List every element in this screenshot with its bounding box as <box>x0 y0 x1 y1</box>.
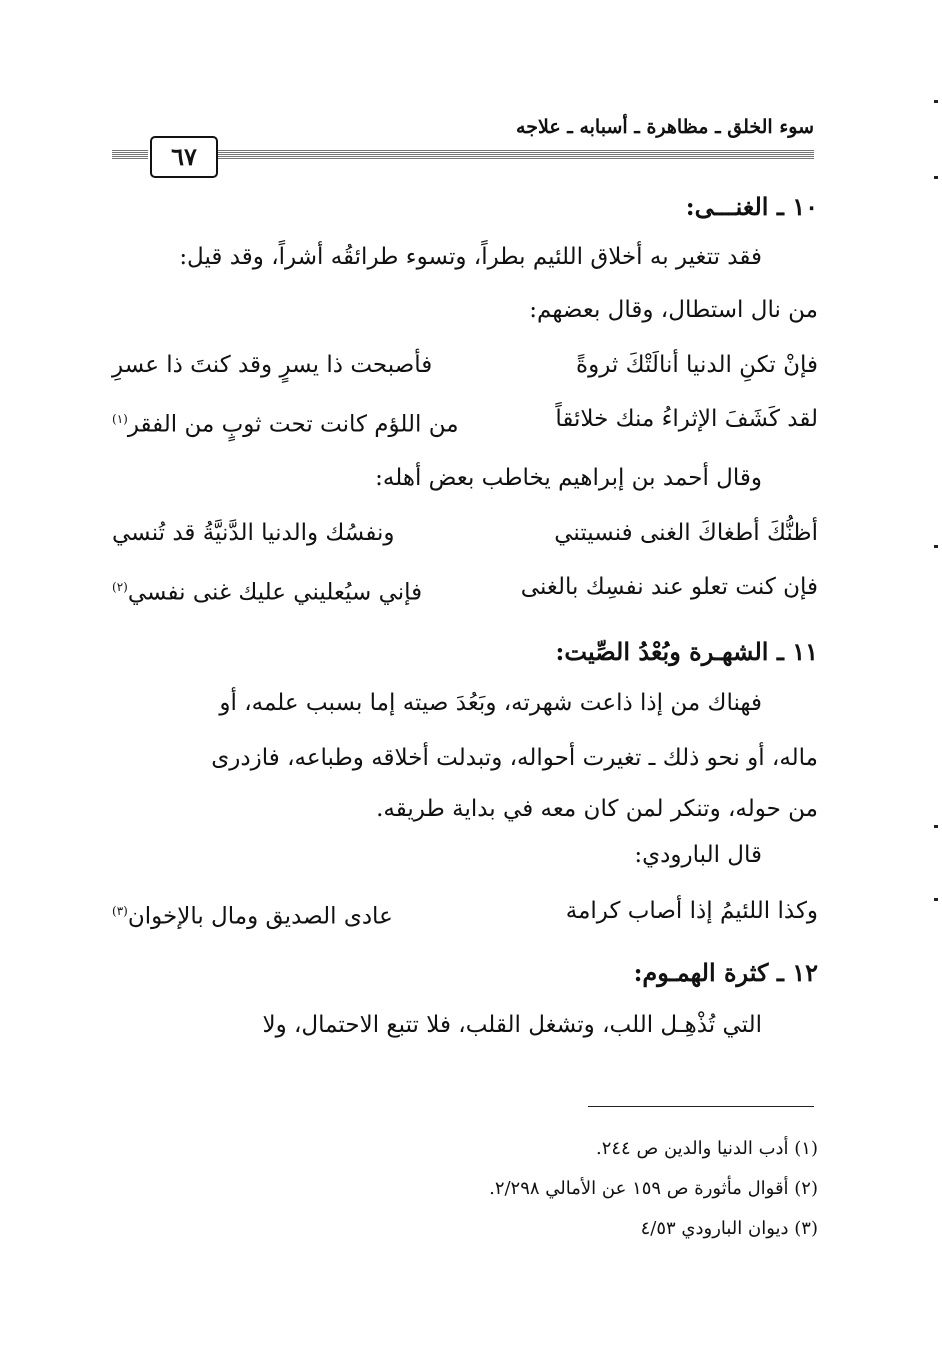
footnote-3: (٣) ديوان البارودي ٤/٥٣ <box>640 1218 818 1239</box>
paragraph-line: من حوله، وتنكر لمن كان معه في بداية طريقه. <box>376 796 818 822</box>
verse-3-first-hemistich: أظنُّكَ أطغاكَ الغنى فنسيتني <box>554 520 818 546</box>
footnote-ref-2: (٢) <box>112 580 128 594</box>
footnote-2: (٢) أقوال مأثورة ص ١٥٩ عن الأمالي ٢/٢٩٨. <box>489 1178 818 1199</box>
verse-2-second-hemistich <box>112 404 459 440</box>
verse-4-second-hemistich <box>112 572 422 608</box>
footnote-ref-3: (٣) <box>112 904 128 918</box>
paragraph-line: قال البارودي: <box>634 842 762 868</box>
verse-2-text: من اللؤم كانت تحت ثوبٍ من الفقر <box>127 411 459 438</box>
page-number: ٦٧ <box>150 136 218 178</box>
paragraph-line: وقال أحمد بن إبراهيم يخاطب بعض أهله: <box>375 465 762 491</box>
verse-5-text: عادى الصديق ومال بالإخوان <box>127 903 393 930</box>
paragraph-line: فهناك من إذا ذاعت شهرته، وبَعُدَ صيته إما بسبب علمه، أو <box>219 690 762 716</box>
footnote-separator <box>588 1106 814 1107</box>
footnote-1: (١) أدب الدنيا والدين ص ٢٤٤. <box>595 1138 818 1159</box>
verse-5-second-hemistich <box>112 896 393 932</box>
scan-mark <box>934 545 938 548</box>
verse-4-first-hemistich: فإن كنت تعلو عند نفسِك بالغنى <box>520 574 818 600</box>
verse-1-first-hemistich: فإنْ تكنِ الدنيا أنالَتْكَ ثروةً <box>576 352 818 378</box>
header-rule-left <box>112 150 148 160</box>
paragraph-line: فقد تتغير به أخلاق اللئيم بطراً، وتسوء طرائقُه أشراً، وقد قيل: <box>179 244 762 270</box>
section-heading-10: ١٠ ـ الغنـــى: <box>685 192 818 221</box>
scan-mark <box>934 898 938 901</box>
paragraph-line: ماله، أو نحو ذلك ـ تغيرت أحواله، وتبدلت أخلاقه وطباعه، فازدرى <box>211 745 818 771</box>
running-title: سوء الخلق ـ مظاهرة ـ أسبابه ـ علاجه <box>516 116 814 138</box>
verse-4-text: فإني سيُعليني عليك غنى نفسي <box>127 579 423 606</box>
section-heading-11: ١١ ـ الشهـرة وبُعْدُ الصِّيت: <box>555 637 818 666</box>
section-heading-12: ١٢ ـ كثرة الهمـوم: <box>633 958 818 987</box>
scan-mark <box>934 100 938 103</box>
verse-3-second-hemistich: ونفسُك والدنيا الدَّنيَّةُ قد تُنسي <box>112 520 395 546</box>
footnote-ref-1: (١) <box>112 412 128 426</box>
verse-2-first-hemistich: لقد كَشَفَ الإثراءُ منك خلائقاً <box>555 406 818 432</box>
verse-5-first-hemistich: وكذا اللئيمُ إذا أصاب كرامة <box>565 898 818 924</box>
paragraph-line: من نال استطال، وقال بعضهم: <box>529 297 818 323</box>
verse-1-second-hemistich: فأصبحت ذا يسرٍ وقد كنتَ ذا عسرِ <box>112 352 433 378</box>
header-rule-right <box>218 150 814 160</box>
paragraph-line: التي تُذْهِـل اللب، وتشغل القلب، فلا تتبع الاحتمال، ولا <box>262 1012 762 1038</box>
scan-mark <box>934 176 938 179</box>
scan-mark <box>934 825 938 828</box>
